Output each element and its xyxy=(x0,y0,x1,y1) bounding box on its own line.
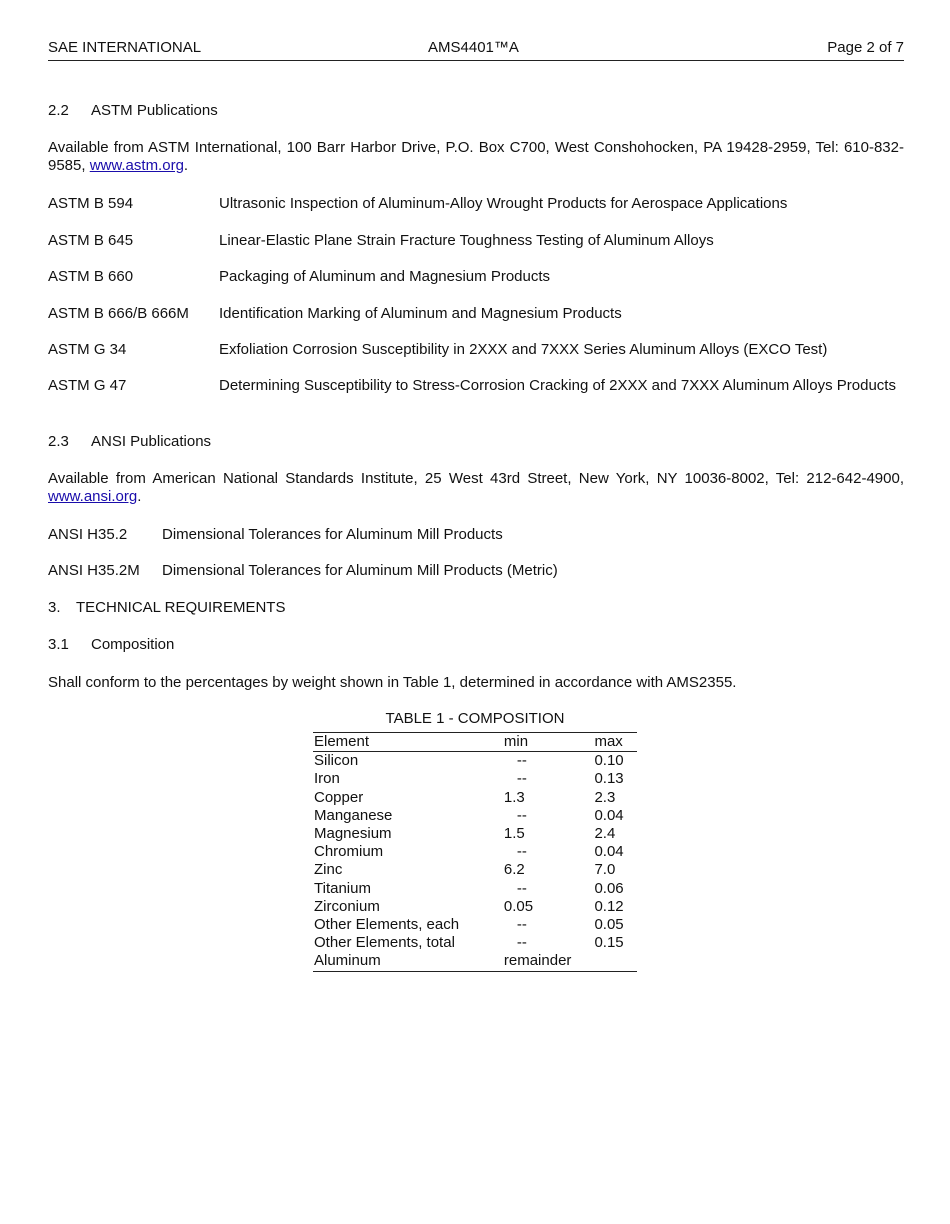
element-cell: Magnesium xyxy=(314,825,392,843)
table-row xyxy=(313,843,637,861)
max-cell: 2.3 xyxy=(594,788,616,806)
min-cell: -- xyxy=(516,770,527,788)
reference-description: Determining Susceptibility to Stress-Corrosion Cracking of 2XXX and 7XXX Aluminum Alloys Products xyxy=(219,377,896,394)
max-cell: 0.10 xyxy=(594,752,624,770)
min-cell: -- xyxy=(516,843,527,861)
element-cell: Chromium xyxy=(314,843,384,861)
max-cell: 0.15 xyxy=(594,934,624,952)
min-cell: -- xyxy=(516,879,527,897)
table-row xyxy=(313,770,637,788)
table-row xyxy=(313,934,637,952)
reference-description: Dimensional Tolerances for Aluminum Mill Products (Metric) xyxy=(162,562,558,579)
table-row xyxy=(313,916,637,934)
min-cell: -- xyxy=(516,806,527,824)
section-title: ANSI Publications xyxy=(91,433,212,450)
max-cell: 7.0 xyxy=(594,861,616,879)
element-cell: Other Elements, total xyxy=(314,934,455,952)
max-cell: 0.04 xyxy=(594,806,624,824)
ansi-website-link[interactable]: www.ansi.org xyxy=(48,488,138,505)
header-page-number: Page 2 of 7 xyxy=(827,39,904,56)
reference-description: Linear-Elastic Plane Strain Fracture Toughness Testing of Aluminum Alloys xyxy=(219,232,714,249)
composition-table xyxy=(313,732,637,972)
max-cell xyxy=(593,952,637,971)
reference-description: Exfoliation Corrosion Susceptibility in 2XXX and 7XXX Series Aluminum Alloys (EXCO Test) xyxy=(219,341,828,358)
reference-code: ANSI H35.2M xyxy=(48,562,140,579)
element-cell: Iron xyxy=(314,770,340,788)
reference-code: ASTM G 34 xyxy=(48,341,127,358)
max-cell: 0.12 xyxy=(594,897,624,915)
element-cell: Copper xyxy=(314,788,364,806)
section-3-1-heading xyxy=(48,636,174,654)
section-2-2-heading xyxy=(48,102,218,120)
header-organization: SAE INTERNATIONAL xyxy=(48,39,202,56)
section-number: 2.3 xyxy=(48,433,69,450)
reference-code: ASTM B 666/B 666M xyxy=(48,305,189,322)
min-cell: -- xyxy=(516,934,527,952)
element-cell: Silicon xyxy=(314,752,359,770)
table-header-row xyxy=(313,733,637,752)
element-cell: Aluminum xyxy=(314,952,381,970)
column-header-max: max xyxy=(593,733,637,752)
page-header xyxy=(48,38,904,61)
reference-code: ANSI H35.2 xyxy=(48,526,128,543)
max-cell: 0.13 xyxy=(594,770,624,788)
composition-table-container xyxy=(313,710,637,972)
max-cell: 0.06 xyxy=(594,879,624,897)
astm-availability-text: Available from ASTM International, 100 Barr Harbor Drive, P.O. Box C700, West Conshohocken, PA 19428-2959, Tel: 610-832-9585, xyxy=(48,139,904,174)
reference-description: Dimensional Tolerances for Aluminum Mill Products xyxy=(162,526,503,543)
min-cell: 1.3 xyxy=(503,788,525,806)
reference-code: ASTM B 594 xyxy=(48,195,134,212)
composition-paragraph: Shall conform to the percentages by weight shown in Table 1, determined in accordance with AMS2355. xyxy=(48,674,737,691)
table-row xyxy=(313,825,637,843)
reference-description: Ultrasonic Inspection of Aluminum-Alloy Wrought Products for Aerospace Applications xyxy=(219,195,788,212)
table-row xyxy=(313,807,637,825)
element-cell: Titanium xyxy=(314,879,371,897)
section-title: Composition xyxy=(91,636,175,653)
max-cell: 0.04 xyxy=(594,843,624,861)
reference-code: ASTM G 47 xyxy=(48,377,127,394)
section-number: 3. xyxy=(48,599,61,616)
element-cell: Other Elements, each xyxy=(314,916,460,934)
section-number: 2.2 xyxy=(48,102,69,119)
period: . xyxy=(137,488,142,505)
table-row xyxy=(313,752,637,771)
table-row xyxy=(313,789,637,807)
reference-description: Packaging of Aluminum and Magnesium Products xyxy=(219,268,551,285)
reference-code: ASTM B 660 xyxy=(48,268,134,285)
ansi-availability-paragraph xyxy=(48,470,904,506)
period: . xyxy=(183,157,189,174)
min-cell: -- xyxy=(516,916,527,934)
table-row xyxy=(313,861,637,879)
astm-availability-paragraph xyxy=(48,139,904,175)
column-header-min: min xyxy=(503,733,594,752)
ansi-availability-text: Available from American National Standards Institute, 25 West 43rd Street, New York, NY 10036-8002, Tel: 212-642-4900, xyxy=(48,470,904,487)
reference-description: Identification Marking of Aluminum and Magnesium Products xyxy=(219,305,622,322)
min-cell: 6.2 xyxy=(503,861,525,879)
header-document-id: AMS4401™A xyxy=(428,39,519,56)
section-2-3-heading xyxy=(48,433,211,451)
table-row xyxy=(313,880,637,898)
reference-code: ASTM B 645 xyxy=(48,232,134,249)
astm-website-link[interactable]: www.astm.org xyxy=(89,157,184,174)
max-cell: 0.05 xyxy=(594,916,624,934)
min-cell: -- xyxy=(516,752,527,770)
section-title: ASTM Publications xyxy=(91,102,218,119)
element-cell: Manganese xyxy=(314,806,393,824)
table-row xyxy=(313,898,637,916)
min-cell: remainder xyxy=(503,952,572,970)
section-3-heading xyxy=(48,599,285,617)
min-cell: 1.5 xyxy=(503,825,525,843)
table-caption: TABLE 1 - COMPOSITION xyxy=(385,710,565,727)
section-number: 3.1 xyxy=(48,636,69,653)
table-row xyxy=(313,952,637,971)
element-cell: Zinc xyxy=(314,861,343,879)
section-title: TECHNICAL REQUIREMENTS xyxy=(76,599,286,616)
min-cell: 0.05 xyxy=(503,897,534,915)
element-cell: Zirconium xyxy=(314,897,380,915)
max-cell: 2.4 xyxy=(594,825,616,843)
column-header-element: Element xyxy=(313,733,503,752)
